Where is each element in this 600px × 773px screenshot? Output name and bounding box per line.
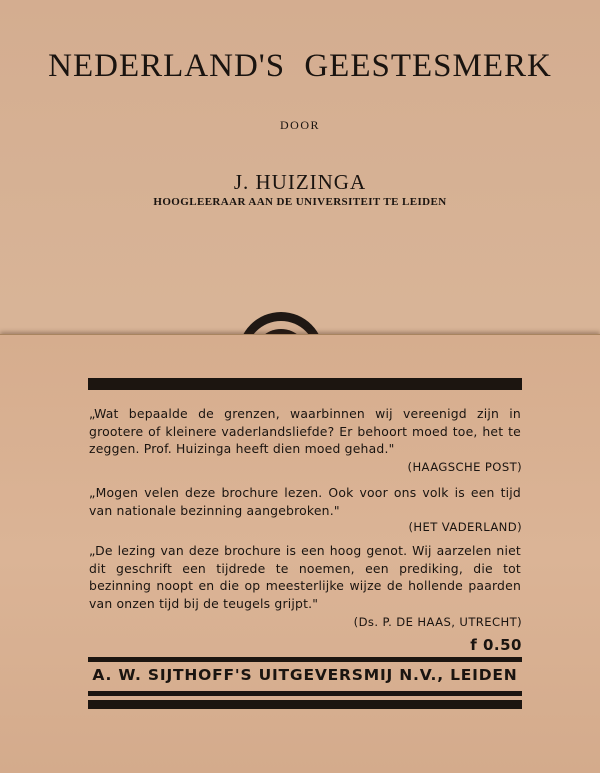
price: f 0.50 [470,636,522,654]
quote-2-source: (HET VADERLAND) [408,520,522,534]
quote-2: „Mogen velen deze brochure lezen. Ook voor ons volk is een tijd van nationale bezinning aangebroken." [89,485,521,518]
quote-3-source: (Ds. P. DE HAAS, UTRECHT) [353,615,522,629]
quote-1-source: (HAAGSCHE POST) [407,460,522,474]
book-title: NEDERLAND'S GEESTESMERK [48,48,552,84]
top-rule [88,378,522,390]
quote-3: „De lezing van deze brochure is een hoog genot. Wij aarzelen niet dit geschrift een tijdrede te noemen, een prediking, die tot bezinning noopt en die op meesterlijke wijze de hollende paarden van onzen tijd bij de teugels grijpt." [89,543,521,611]
publisher-name: A. W. SIJTHOFF'S UITGEVERSMIJ N.V., LEIDEN [92,666,518,684]
cover-top [0,0,600,334]
author-name: J. HUIZINGA [233,170,367,194]
bottom-rule [88,700,522,709]
by-label: DOOR [279,118,320,132]
publisher-rule-bottom [88,691,522,696]
author-affiliation: HOOGLEERAAR AAN DE UNIVERSITEIT TE LEIDEN [153,196,447,208]
quote-1: „Wat bepaalde de grenzen, waarbinnen wij vereenigd zijn in grootere of kleinere vaderlandsliefde? Er behoort moed toe, het te zeggen. Prof. Huizinga heeft dien moed gehad." [89,406,521,456]
publisher-rule-top [88,657,522,662]
